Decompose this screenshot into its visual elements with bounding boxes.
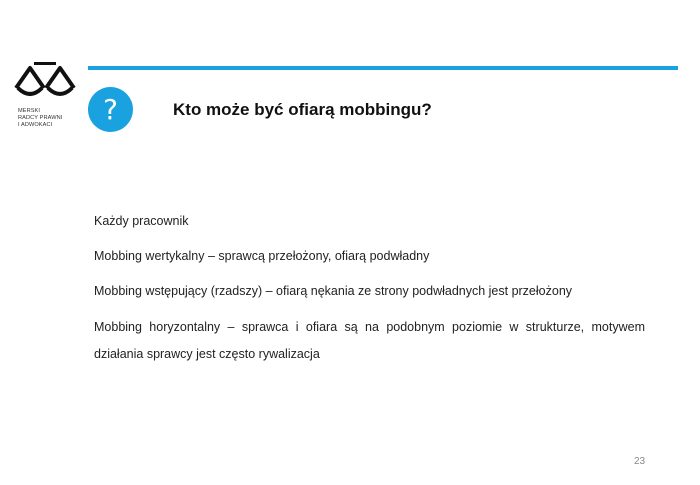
content-item: Mobbing wstępujący (rzadszy) – ofiarą nękania ze strony podwładnych jest przełożony [94,284,573,298]
logo-mark-icon [14,62,76,98]
content-item: Mobbing horyzontalny – sprawca i ofiara są na podobnym poziomie w strukturze, motywem działania sprawcy jest często rywalizacja [94,320,645,361]
logo [14,62,80,142]
question-glyph: ? [103,93,118,126]
page-number: 23 [634,456,646,467]
content-item: Mobbing wertykalny – sprawcą przełożony, ofiarą podwładny [94,249,430,263]
logo-text: MERSKI RADCY PRAWNI I ADWOKACI [18,108,63,128]
content-item: Każdy pracownik [94,214,189,228]
page-title: Kto może być ofiarą mobbingu? [173,100,432,119]
question-icon [88,87,133,132]
content-body [94,212,645,385]
header-rule [88,66,678,70]
